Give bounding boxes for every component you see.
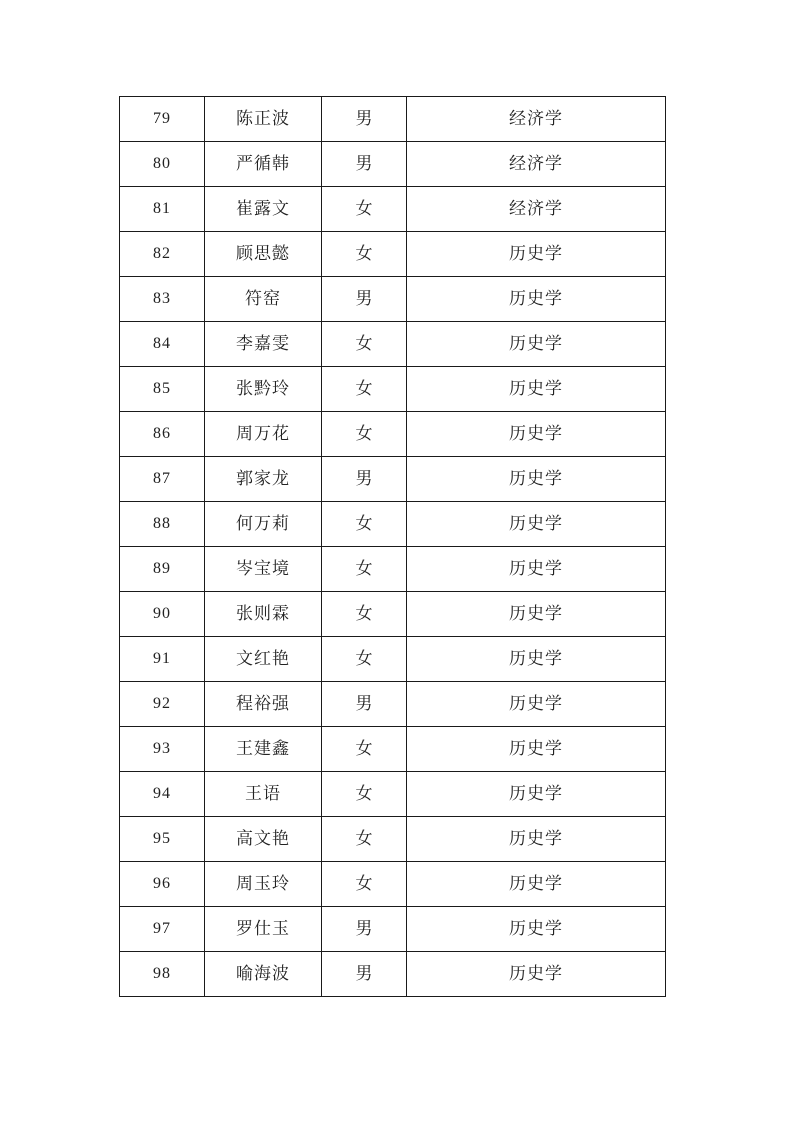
table-row (120, 412, 666, 457)
student-major-cell: 历史学 (407, 952, 666, 997)
table-row (120, 457, 666, 502)
student-gender-cell: 女 (322, 817, 407, 862)
row-number-cell: 93 (120, 727, 205, 772)
row-number-cell: 98 (120, 952, 205, 997)
student-major-cell: 历史学 (407, 412, 666, 457)
student-major-cell: 历史学 (407, 277, 666, 322)
student-gender-cell: 女 (322, 862, 407, 907)
student-name-cell: 符窑 (205, 277, 322, 322)
student-name-cell: 喻海波 (205, 952, 322, 997)
table-row (120, 277, 666, 322)
student-gender-cell: 女 (322, 637, 407, 682)
student-gender-cell: 女 (322, 592, 407, 637)
student-major-cell: 历史学 (407, 592, 666, 637)
row-number-cell: 81 (120, 187, 205, 232)
student-gender-cell: 男 (322, 457, 407, 502)
roster-table-body (120, 97, 666, 997)
student-gender-cell: 女 (322, 502, 407, 547)
table-row (120, 97, 666, 142)
student-major-cell: 历史学 (407, 547, 666, 592)
student-gender-cell: 男 (322, 952, 407, 997)
row-number-cell: 92 (120, 682, 205, 727)
student-gender-cell: 男 (322, 142, 407, 187)
student-gender-cell: 男 (322, 97, 407, 142)
student-gender-cell: 女 (322, 772, 407, 817)
student-name-cell: 王语 (205, 772, 322, 817)
table-row (120, 772, 666, 817)
student-name-cell: 周玉玲 (205, 862, 322, 907)
student-major-cell: 历史学 (407, 817, 666, 862)
student-name-cell: 郭家龙 (205, 457, 322, 502)
student-gender-cell: 女 (322, 412, 407, 457)
student-name-cell: 罗仕玉 (205, 907, 322, 952)
table-row (120, 502, 666, 547)
student-major-cell: 经济学 (407, 97, 666, 142)
row-number-cell: 85 (120, 367, 205, 412)
student-gender-cell: 男 (322, 277, 407, 322)
row-number-cell: 79 (120, 97, 205, 142)
student-gender-cell: 女 (322, 187, 407, 232)
student-major-cell: 历史学 (407, 907, 666, 952)
row-number-cell: 95 (120, 817, 205, 862)
student-gender-cell: 男 (322, 907, 407, 952)
row-number-cell: 88 (120, 502, 205, 547)
student-major-cell: 历史学 (407, 727, 666, 772)
student-name-cell: 顾思懿 (205, 232, 322, 277)
row-number-cell: 89 (120, 547, 205, 592)
student-major-cell: 经济学 (407, 187, 666, 232)
table-row (120, 862, 666, 907)
table-row (120, 142, 666, 187)
table-row (120, 547, 666, 592)
table-row (120, 637, 666, 682)
student-major-cell: 历史学 (407, 367, 666, 412)
row-number-cell: 86 (120, 412, 205, 457)
table-row (120, 232, 666, 277)
table-row (120, 727, 666, 772)
student-name-cell: 文红艳 (205, 637, 322, 682)
student-name-cell: 张则霖 (205, 592, 322, 637)
student-major-cell: 历史学 (407, 457, 666, 502)
student-name-cell: 周万花 (205, 412, 322, 457)
student-major-cell: 经济学 (407, 142, 666, 187)
student-gender-cell: 女 (322, 727, 407, 772)
roster-table (119, 96, 666, 997)
table-row (120, 187, 666, 232)
student-major-cell: 历史学 (407, 862, 666, 907)
student-major-cell: 历史学 (407, 772, 666, 817)
table-row (120, 592, 666, 637)
student-major-cell: 历史学 (407, 502, 666, 547)
student-major-cell: 历史学 (407, 682, 666, 727)
student-name-cell: 崔露文 (205, 187, 322, 232)
student-name-cell: 陈正波 (205, 97, 322, 142)
student-name-cell: 王建鑫 (205, 727, 322, 772)
student-name-cell: 张黔玲 (205, 367, 322, 412)
table-row (120, 952, 666, 997)
student-name-cell: 李嘉雯 (205, 322, 322, 367)
row-number-cell: 83 (120, 277, 205, 322)
row-number-cell: 80 (120, 142, 205, 187)
student-major-cell: 历史学 (407, 322, 666, 367)
student-name-cell: 高文艳 (205, 817, 322, 862)
student-name-cell: 严循韩 (205, 142, 322, 187)
student-name-cell: 程裕强 (205, 682, 322, 727)
row-number-cell: 90 (120, 592, 205, 637)
row-number-cell: 82 (120, 232, 205, 277)
row-number-cell: 96 (120, 862, 205, 907)
student-gender-cell: 女 (322, 367, 407, 412)
row-number-cell: 94 (120, 772, 205, 817)
student-name-cell: 岑宝境 (205, 547, 322, 592)
table-row (120, 817, 666, 862)
row-number-cell: 91 (120, 637, 205, 682)
student-gender-cell: 女 (322, 232, 407, 277)
student-gender-cell: 男 (322, 682, 407, 727)
row-number-cell: 97 (120, 907, 205, 952)
table-row (120, 907, 666, 952)
student-major-cell: 历史学 (407, 637, 666, 682)
table-row (120, 367, 666, 412)
student-major-cell: 历史学 (407, 232, 666, 277)
table-row (120, 682, 666, 727)
student-gender-cell: 女 (322, 547, 407, 592)
row-number-cell: 84 (120, 322, 205, 367)
student-name-cell: 何万莉 (205, 502, 322, 547)
table-row (120, 322, 666, 367)
row-number-cell: 87 (120, 457, 205, 502)
student-gender-cell: 女 (322, 322, 407, 367)
